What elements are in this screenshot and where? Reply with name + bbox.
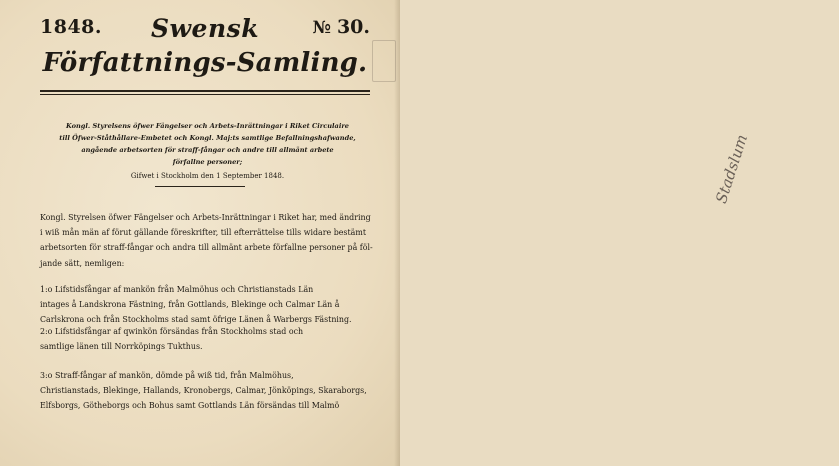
header-rule-thin bbox=[40, 94, 370, 95]
paragraph-1 bbox=[40, 282, 372, 328]
text-line: Kongl. Styrelsen öfwer Fängelser och Arbets-Inrättningar i Riket har, med ändring bbox=[40, 213, 371, 222]
issue-mark: № bbox=[312, 18, 331, 38]
dateline-rule bbox=[155, 186, 245, 187]
header-rule-thick bbox=[40, 90, 370, 92]
handwritten-signature: Stadslum bbox=[712, 132, 752, 206]
text-line: 3:o Straff-fångar af mankön, dömde på wiß tid, från Malmöhus, bbox=[40, 371, 294, 380]
text-line: i wiß mån män af förut gällande föreskrifter, till efterrättelse tills widare bestämt bbox=[40, 228, 366, 238]
text-line: samtlige länen till Norrköpings Tukthus. bbox=[40, 342, 203, 352]
text-line: 1:o Lifstidsfångar af mankön från Malmöhus och Christianstads Län bbox=[40, 285, 314, 294]
title-forfattnings-samling: Författnings-Samling. bbox=[42, 48, 368, 78]
ordinance-summary bbox=[50, 120, 365, 168]
paragraph-intro bbox=[40, 210, 372, 271]
summary-line: till Öfwer-Ståthållare-Embetet och Kongl. Maj:ts samtlige Befallningshafwande, bbox=[59, 134, 356, 142]
title-swensk: Swensk bbox=[150, 14, 260, 43]
dateline: Gifwet i Stockholm den 1 September 1848. bbox=[130, 172, 285, 180]
text-line: Christianstads, Blekinge, Hallands, Kronobergs, Calmar, Jönköpings, Skaraborgs, bbox=[40, 386, 367, 396]
summary-line: förfallne personer; bbox=[172, 158, 243, 166]
page-edge-shadow bbox=[394, 0, 400, 466]
paragraph-3 bbox=[40, 368, 372, 414]
paragraph-2 bbox=[40, 324, 372, 354]
text-line: Elfsborgs, Götheborgs och Bohus samt Gottlands Län försändas till Malmö bbox=[40, 401, 340, 411]
summary-line: angående arbetsorten för straff-fångar och andre till allmänt arbete bbox=[81, 146, 334, 154]
issue-label bbox=[312, 16, 370, 38]
text-line: Carlskrona och från Stockholms stad samt öfrige Länen å Warbergs Fästning. bbox=[40, 315, 352, 325]
faded-stamp-mark bbox=[372, 40, 396, 82]
margin-annotation bbox=[350, 132, 752, 206]
text-line: jande sätt, nemligen: bbox=[40, 258, 125, 268]
text-line: arbetsorten för straff-fångar och andra till allmänt arbete förfallne personer på föl- bbox=[40, 243, 373, 253]
summary-line: Kongl. Styrelsens öfwer Fängelser och Arbets-Inrättningar i Riket Circulaire bbox=[66, 122, 349, 130]
year-label: 1848. bbox=[40, 16, 102, 38]
text-line: 2:o Lifstidsfångar af qwinkön försändas från Stockholms stad och bbox=[40, 327, 304, 336]
issue-number: 30. bbox=[336, 16, 370, 38]
text-line: intages å Landskrona Fästning, från Gottlands, Blekinge och Calmar Län å bbox=[40, 300, 340, 310]
